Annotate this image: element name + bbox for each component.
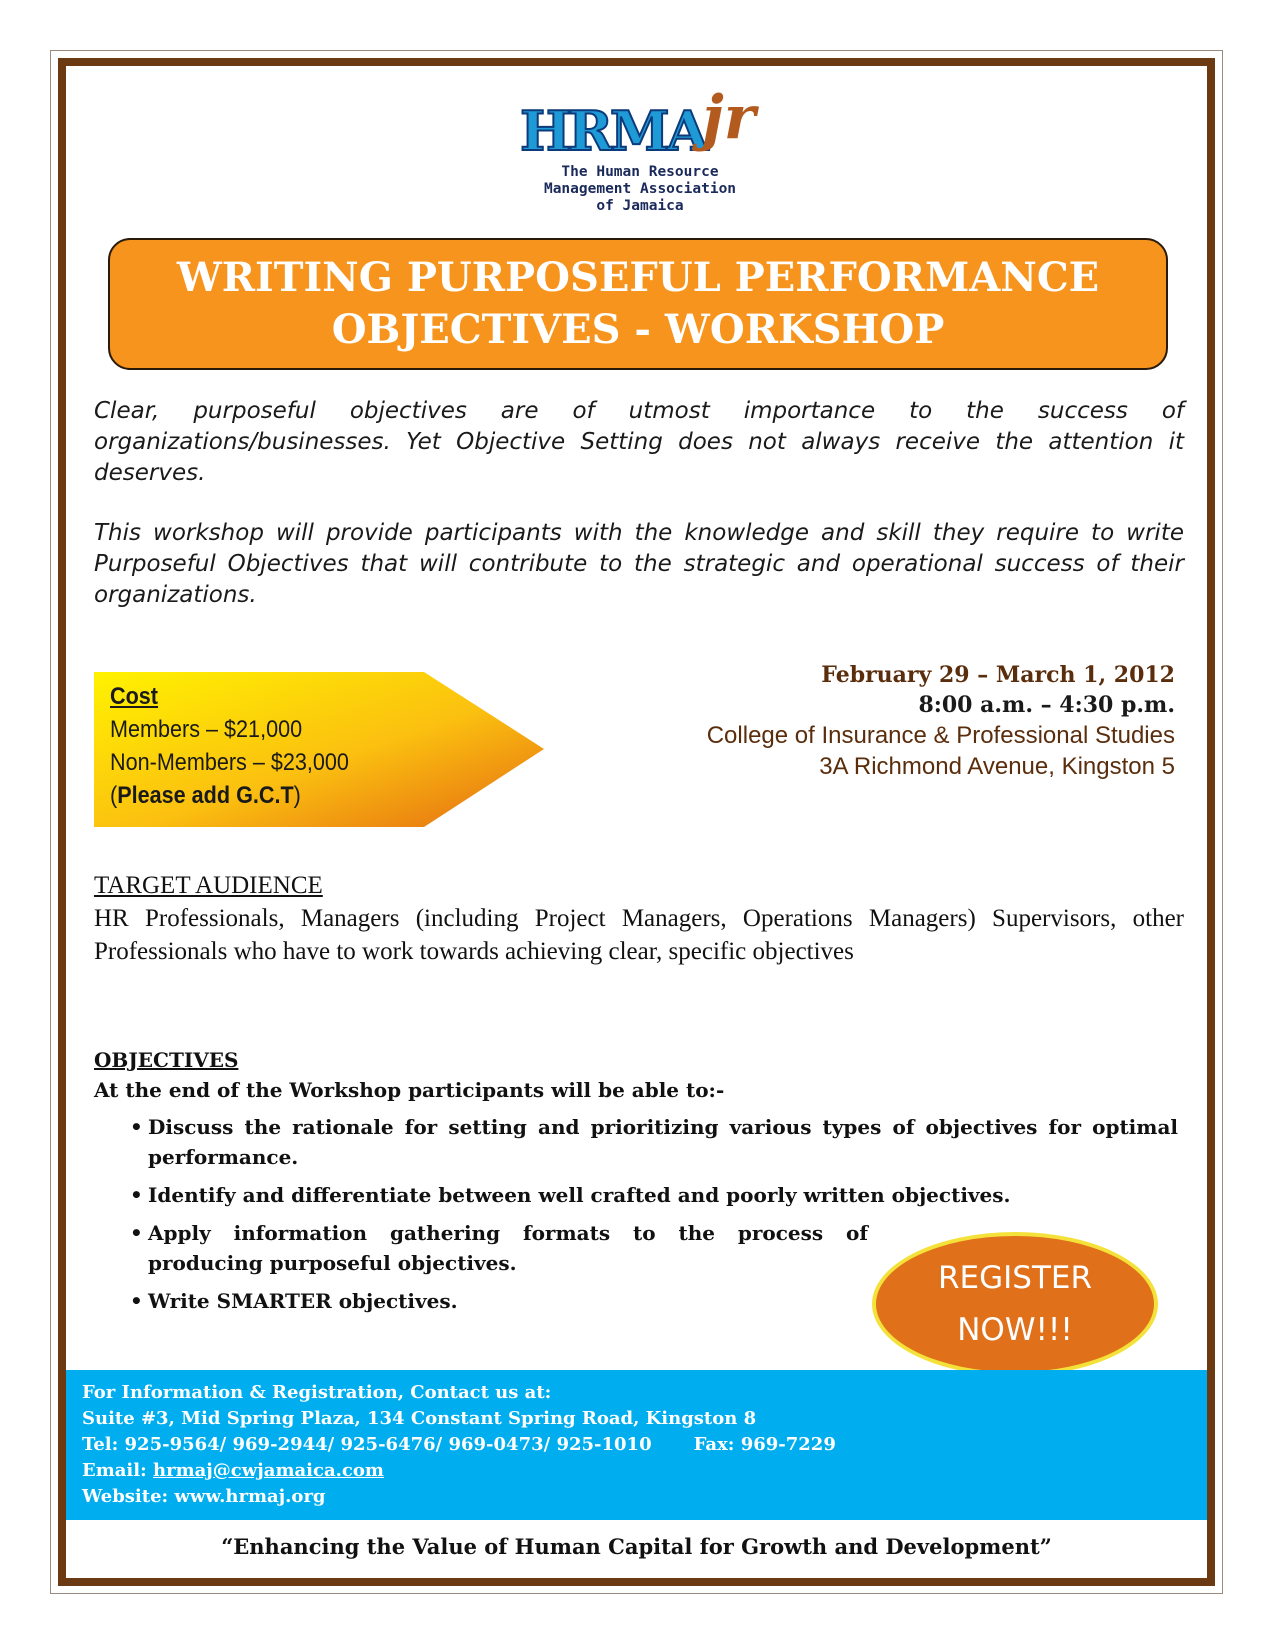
contact-email-row (82, 1458, 1207, 1484)
contact-fax: Fax: 969-7229 (693, 1434, 836, 1455)
contact-address: Suite #3, Mid Spring Plaza, 134 Constant Spring Road, Kingston 8 (82, 1408, 757, 1429)
objective-item: • Discuss the rationale for setting and prioritizing various types of objectives for optimal performance. (130, 1112, 1178, 1172)
logo-jr-mark: jr (702, 83, 756, 153)
cost-title: Cost (110, 683, 159, 710)
register-line-1: REGISTER (937, 1260, 1093, 1296)
objectives-intro: At the end of the Workshop participants will be able to:- (94, 1078, 725, 1102)
title-line-2: OBJECTIVES - WORKSHOP (331, 306, 945, 353)
contact-website[interactable]: Website: www.hrmaj.org (82, 1486, 326, 1507)
title-banner (108, 238, 1168, 370)
target-audience-text: HR Professionals, Managers (including Project Managers, Operations Managers) Supervisors, other Professionals who have to work towards achieving clear, specific objectives (94, 905, 1184, 965)
contact-phone-row (82, 1432, 1207, 1458)
contact-banner (66, 1370, 1207, 1520)
objective-item: • Apply information gathering formats to the process of producing purposeful objectives. (130, 1218, 868, 1278)
title-line-1: WRITING PURPOSEFUL PERFORMANCE (176, 254, 1100, 301)
cost-non-members: Non-Members – $23,000 (110, 749, 349, 776)
event-venue: College of Insurance & Professional Studies (706, 722, 1175, 749)
cost-note-text: Please add G.C.T (117, 782, 294, 809)
contact-heading: For Information & Registration, Contact us at: (82, 1382, 552, 1403)
logo-subtitle-line: The Human Resource (561, 164, 719, 180)
logo-wordmark: HRMA (520, 99, 706, 163)
register-now-button[interactable] (872, 1232, 1158, 1376)
register-line-2: NOW!!! (957, 1312, 1073, 1348)
objective-item: • Write SMARTER objectives. (130, 1286, 868, 1316)
contact-email-label: Email: (82, 1460, 154, 1481)
tagline: “Enhancing the Value of Human Capital for Growth and Development” (221, 1534, 1052, 1559)
event-time: 8:00 a.m. – 4:30 p.m. (918, 692, 1175, 718)
event-details (707, 660, 1175, 782)
event-date: February 29 – March 1, 2012 (821, 662, 1175, 688)
cost-note-close: ) (293, 782, 301, 809)
target-audience-heading: TARGET AUDIENCE (94, 872, 323, 899)
intro-paragraph-2: This workshop will provide participants with the knowledge and skill they require to write Purposeful Objectives that will contribute to the strategic and operational success of their organizations. (94, 520, 1184, 608)
contact-email-link[interactable]: hrmaj@cwjamaica.com (153, 1460, 384, 1481)
cost-block (110, 680, 349, 812)
hrmaj-logo (490, 80, 790, 220)
cost-note (110, 779, 349, 812)
objective-item: • Identify and differentiate between well crafted and poorly written objectives. (130, 1180, 1178, 1210)
intro-paragraph-1: Clear, purposeful objectives are of utmost importance to the success of organizations/businesses. Yet Objective Setting does not always receive the attention it deserves. (94, 398, 1184, 486)
contact-tel: Tel: 925-9564/ 969-2944/ 925-6476/ 969-0473/ 925-1010 (82, 1434, 652, 1455)
event-address: 3A Richmond Avenue, Kingston 5 (819, 753, 1175, 780)
cost-note-open: ( (110, 782, 118, 809)
logo-subtitle-line: of Jamaica (596, 198, 684, 214)
logo-subtitle-line: Management Association (543, 181, 737, 197)
cost-members: Members – $21,000 (110, 716, 303, 743)
logo-subtitle (490, 164, 790, 215)
objectives-heading: OBJECTIVES (94, 1048, 239, 1072)
